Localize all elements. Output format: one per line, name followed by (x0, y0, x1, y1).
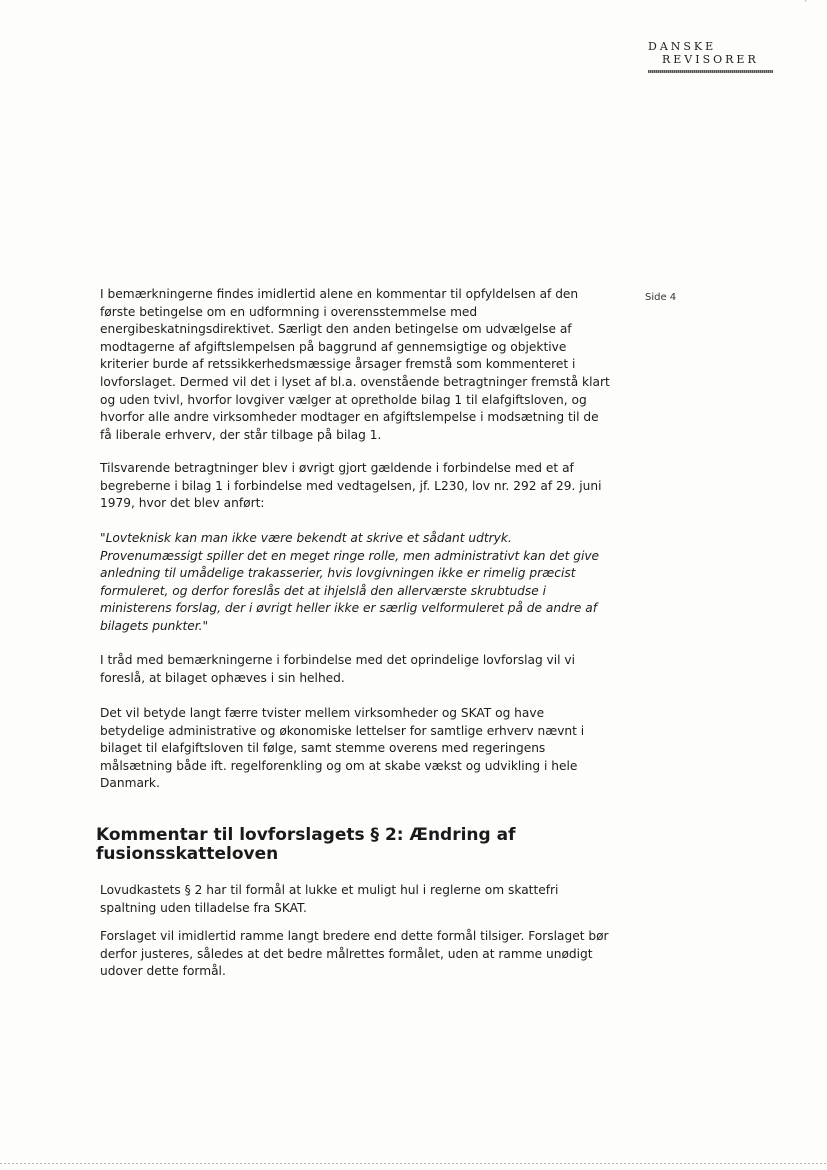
scan-mark: ´ (803, 0, 808, 10)
section-paragraph-2: Forslaget vil imidlertid ramme langt bredere end dette formål tilsiger. Forslaget bør derfor justeres, således at det bedre målrettes formålet, uden at ramme unødigt udover dette formål. (100, 929, 609, 979)
paragraph-1: I bemærkningerne findes imidlertid alene en kommentar til opfyldelsen af den første betingelse om en udformning i overensstemmelse med energibeskatningsdirektivet. Særligt den anden betingelse om udvælgelse af modtagerne af afgiftslempelsen på baggrund af gennemsigtige og objektive kriterier burde af retssikkerhedsmæssige årsager fremstå som kommenteret i lovforslaget. Dermed vil det i lyset af bl.a. ovenstående betragtninger fremstå klart og uden tvivl, hvorfor lovgiver vælger at opretholde bilag 1 til elafgiftsloven, og hvorfor alle andre virksomheder modtager en afgiftslempelse i modsætning til de få liberale erhverv, der står tilbage på bilag 1. (100, 287, 610, 442)
paragraph-3: I tråd med bemærkningerne i forbindelse med det oprindelige lovforslag vil vi foreslå, at bilaget ophæves i sin helhed. (100, 653, 576, 685)
section-heading: Kommentar til lovforslagets § 2: Ændring af fusionsskatteloven (96, 825, 516, 864)
logo-line-1: DANSKE (648, 40, 717, 53)
paragraph-2: Tilsvarende betragtninger blev i øvrigt gjort gældende i forbindelse med et af begreberne i bilag 1 i forbindelse med vedtagelsen, jf. L230, lov nr. 292 af 29. juni 1979, hvor det blev anført: (100, 461, 602, 511)
logo-rule (648, 70, 773, 73)
scan-edge-dots (0, 1163, 827, 1164)
section-paragraph-1: Lovudkastets § 2 har til formål at lukke et muligt hul i reglerne om skattefri spaltning uden tilladelse fra SKAT. (100, 883, 559, 915)
quote-block: "Lovteknisk kan man ikke være bekendt at skrive et sådant udtryk. Provenumæssigt spiller det en meget ringe rolle, men administrativt kan det give anledning til umådelige trakasserier, hvis lovgivningen ikke er rimelig præcist formuleret, og derfor foreslås det at ihjelslå den allerværste skrubtudse i ministerens forslag, der i øvrigt heller ikke er særlig velformuleret på de andre af bilagets punkter." (100, 531, 600, 633)
paragraph-4: Det vil betyde langt færre tvister mellem virksomheder og SKAT og have betydelige administrative og økonomiske lettelser for samtlige erhverv nævnt i bilaget til elafgiftsloven til følge, samt stemme overens med regeringens målsætning både ift. regelforenkling og om at skabe vækst og udvikling i hele Danmark. (100, 706, 585, 791)
page-number: Side 4 (645, 292, 677, 303)
logo-line-2: REVISORER (662, 53, 759, 66)
